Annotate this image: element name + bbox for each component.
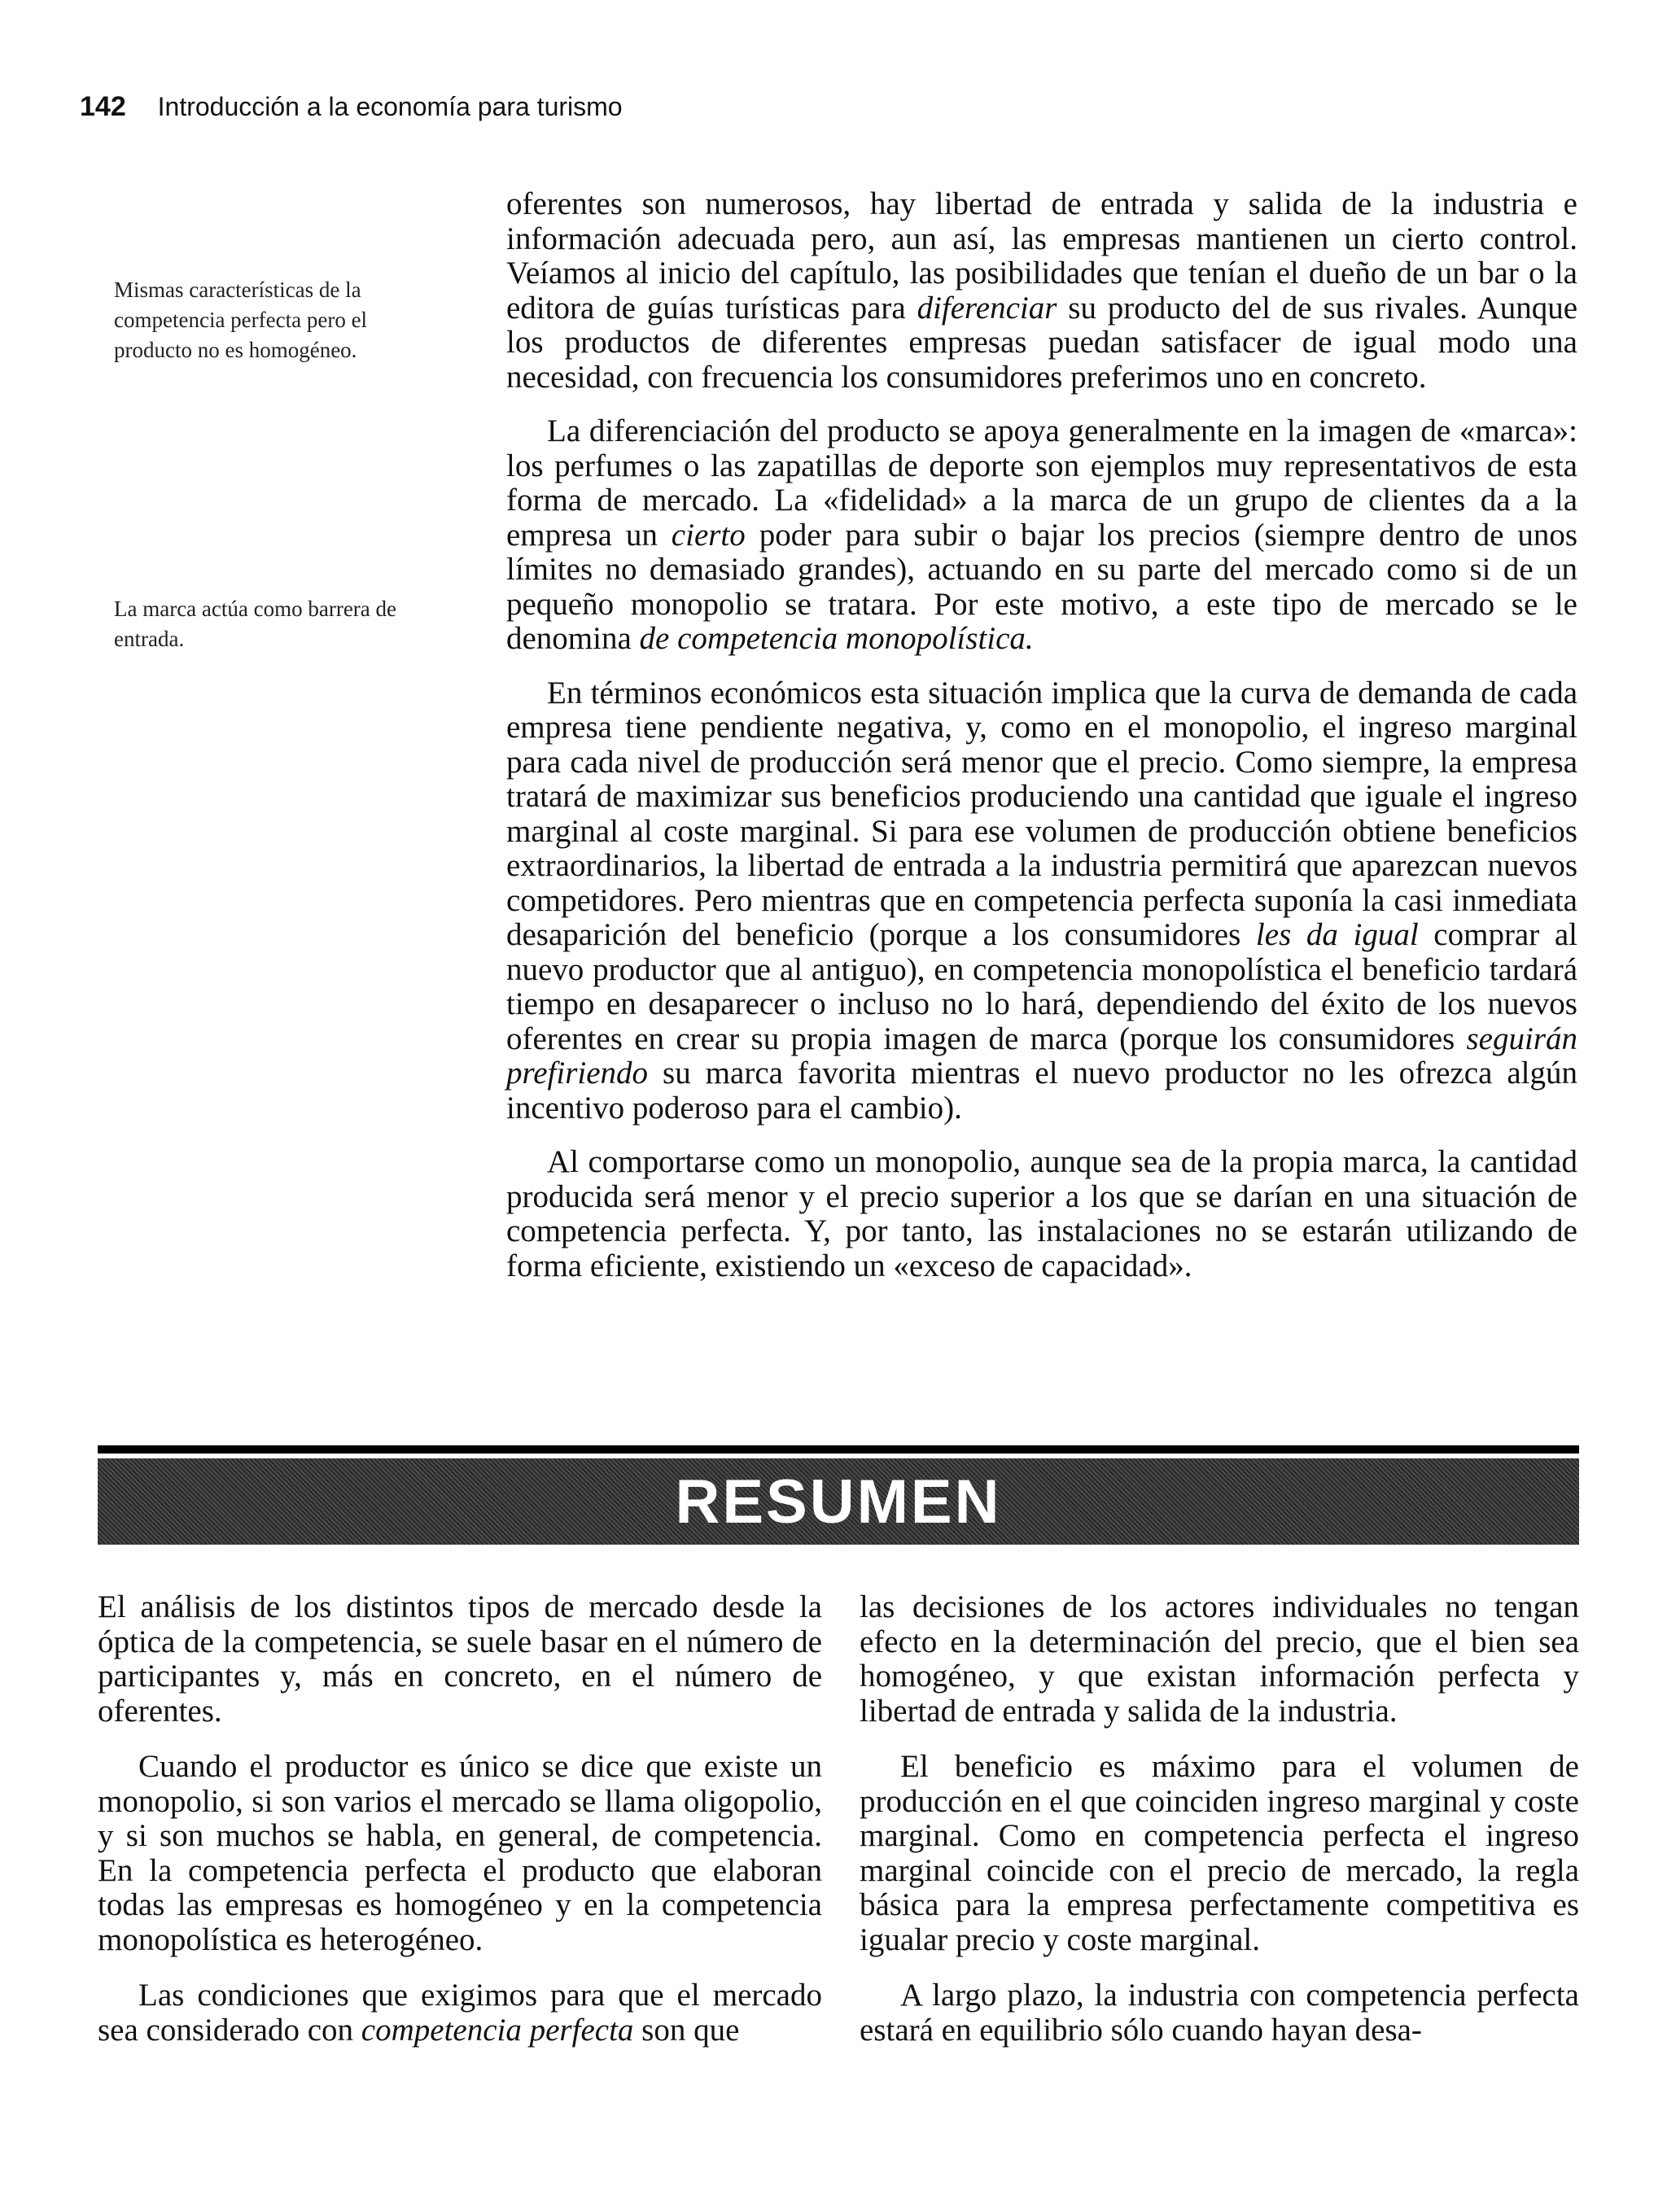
emphasis-competencia-perfecta: competencia perfecta (361, 2012, 634, 2048)
paragraph-2: La diferenciación del producto se apoya generalmente en la imagen de «marca»: los perfumes o las zapatillas de deporte son ejemplos muy representativos de esta forma de mercado. La «fidelidad» a la marca de un grupo de clientes da a la empresa un cierto poder para subir o bajar los precios (siempre dentro de unos límites no demasiado grandes), actuando en su parte del mercado como si de un pequeño monopolio se tratara. Por este motivo, a este tipo de mercado se le denomina de competencia monopolística. (506, 413, 1578, 656)
summary-paragraph-2: Cuando el productor es único se dice que existe un monopolio, si son varios el mercado se llama oligopolio, y si son muchos se habla, en general, de competencia. En la competencia perfecta el producto que elaboran todas las empresas es homogéneo y en la competencia monopolística es heterogéneo. (98, 1749, 822, 1957)
running-header (80, 91, 623, 123)
emphasis-les-da-igual: les da igual (1255, 917, 1419, 952)
margin-note-brand-barrier: La marca actúa como barrera de entrada. (114, 597, 397, 651)
summary-right-column (860, 1590, 1579, 2069)
summary-left-column (98, 1590, 822, 2069)
emphasis-diferenciar: diferenciar (917, 290, 1057, 326)
margin-note-homogeneity: Mismas características de la competencia perfecta pero el producto no es homogéneo. (114, 278, 368, 362)
summary-paragraph-1: El análisis de los distintos tipos de mercado desde la óptica de la competencia, se suele basar en el número de participantes y, más en concreto, en el número de oferentes. (98, 1589, 822, 1729)
summary-banner (98, 1445, 1579, 1551)
banner-bar (98, 1458, 1579, 1545)
paragraph-4: Al comportarse como un monopolio, aunque sea de la propia marca, la cantidad producida será menor y el precio superior a los que se darían en una situación de competencia perfecta. Y, por tanto, las instalaciones no se estarán utilizando de forma eficiente, existiendo un «exceso de capacidad». (506, 1144, 1577, 1283)
emphasis-cierto: cierto (671, 517, 746, 553)
summary-paragraph-5: El beneficio es máximo para el volumen de producción en el que coinciden ingreso marginal y coste marginal. Como en competencia perfecta el ingreso marginal coincide con el precio de mercado, la regla básica para la empresa perfectamente competitiva es igualar precio y coste marginal. (860, 1749, 1579, 1957)
paragraph-3: En términos económicos esta situación implica que la curva de demanda de cada empresa tiene pendiente negativa, y, como en el monopolio, el ingreso marginal para cada nivel de producción será menor que el precio. Como siempre, la empresa tratará de maximizar sus beneficios produciendo una cantidad que iguale el ingreso marginal al coste marginal. Si para ese volumen de producción obtiene beneficios extraordinarios, la libertad de entrada a la industria permitirá que aparezcan nuevos competidores. Pero mientras que en competencia perfecta suponía la casi inmediata desaparición del beneficio (porque a los consumidores les da igual comprar al nuevo productor que al antiguo), en competencia monopolística el beneficio tardará tiempo en desaparecer o incluso no lo hará, dependiendo del éxito de los nuevos oferentes en crear su propia imagen de marca (porque los consumidores seguirán prefiriendo su marca favorita mientras el nuevo productor no les ofrezca algún incentivo poderoso para el cambio). (506, 675, 1578, 1126)
summary-paragraph-4: las decisiones de los actores individuales no tengan efecto en la determinación del precio, que el bien sea homogéneo, y que existan información perfecta y libertad de entrada y salida de la industria. (860, 1589, 1579, 1729)
main-text-column (506, 187, 1577, 1303)
paragraph-1: oferentes son numerosos, hay libertad de entrada y salida de la industria e información adecuada pero, aun así, las empresas mantienen un cierto control. Veíamos al inicio del capítulo, las posibilidades que tenían el dueño de un bar o la editora de guías turísticas para diferenciar su producto del de sus rivales. Aunque los productos de diferentes empresas puedan satisfacer de igual modo una necesidad, con frecuencia los consumidores preferimos uno en concreto. (506, 186, 1578, 395)
summary-paragraph-3: Las condiciones que exigimos para que el mercado sea considerado con competencia perfecta son que (98, 1978, 822, 2048)
banner-rule (98, 1445, 1579, 1454)
running-title: Introducción a la economía para turismo (157, 92, 623, 121)
page-number: 142 (80, 91, 126, 122)
emphasis-competencia-monopolistica: de competencia monopolística. (639, 621, 1034, 656)
summary-paragraph-6: A largo plazo, la industria con competencia perfecta estará en equilibrio sólo cuando hayan desa- (860, 1978, 1579, 2048)
summary-title: RESUMEN (675, 1467, 1002, 1537)
emphasis-seguiran-prefiriendo: seguirán prefiriendo (506, 1021, 1577, 1091)
